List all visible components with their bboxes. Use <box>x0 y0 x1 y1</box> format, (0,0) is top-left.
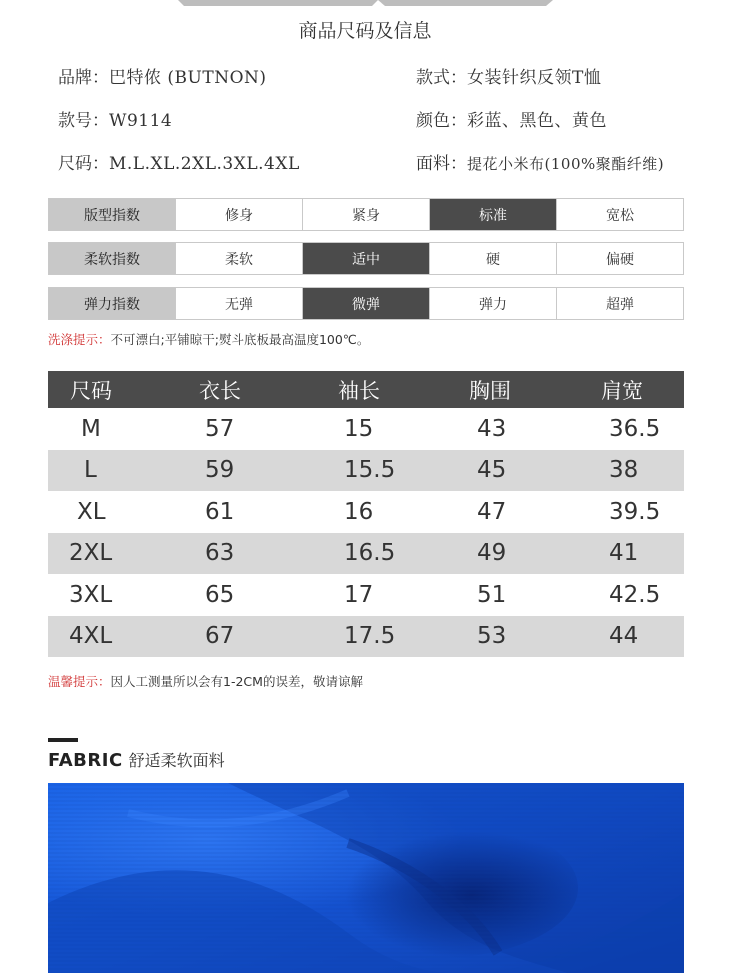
page-title: 商品尺码及信息 <box>298 20 432 42</box>
style-label: 款式： <box>416 68 467 88</box>
brand-label: 品牌： <box>58 68 109 88</box>
fabric-value: 提花小米布(100%聚酯纤维) <box>467 155 665 173</box>
cell-shoulder: 39.5 <box>609 498 661 525</box>
cell-length: 63 <box>205 540 235 567</box>
cell-sleeve: 15 <box>344 415 374 442</box>
table-row <box>48 616 684 658</box>
wash-note-text: 不可漂白;平铺晾干;熨斗底板最高温度100℃。 <box>110 332 370 347</box>
sizes-label: 尺码： <box>58 154 109 174</box>
sizes-value: M.L.XL.2XL.3XL.4XL <box>109 154 300 174</box>
fit-option-selected: 标准 <box>429 199 556 230</box>
color-label: 颜色： <box>416 111 467 131</box>
wash-note-label: 洗涤提示： <box>48 332 111 347</box>
cell-shoulder: 42.5 <box>609 581 661 608</box>
softness-option-selected: 适中 <box>302 243 429 274</box>
cell-sleeve: 17 <box>344 581 374 608</box>
cell-sleeve: 16.5 <box>344 540 396 567</box>
table-row <box>48 491 684 533</box>
warm-note-label: 温馨提示： <box>48 674 111 689</box>
cell-chest: 53 <box>477 623 507 650</box>
softness-option: 偏硬 <box>556 243 683 274</box>
cell-sleeve: 16 <box>344 498 374 525</box>
cell-size: M <box>81 415 101 442</box>
sizes-info <box>58 149 300 174</box>
cell-shoulder: 41 <box>609 540 639 567</box>
cell-length: 57 <box>205 415 235 442</box>
table-row <box>48 533 684 575</box>
model-value: W9114 <box>109 111 173 131</box>
fabric-photo-graphic <box>48 783 684 973</box>
fabric-title-en: FABRIC <box>48 750 123 771</box>
size-table <box>48 371 684 657</box>
softness-option: 硬 <box>429 243 556 274</box>
header-shoulder: 肩宽 <box>601 378 643 403</box>
cell-shoulder: 44 <box>609 623 639 650</box>
fit-option: 紧身 <box>302 199 429 230</box>
fit-option: 宽松 <box>556 199 683 230</box>
cell-chest: 47 <box>477 498 507 525</box>
header-chest: 胸围 <box>469 378 511 403</box>
cell-size: 2XL <box>69 540 113 567</box>
cell-length: 59 <box>205 457 235 484</box>
softness-index-row <box>48 242 684 275</box>
brand-info <box>58 63 267 88</box>
top-bar-left <box>178 0 378 6</box>
elasticity-index-row <box>48 287 684 320</box>
elasticity-option: 无弹 <box>175 288 302 319</box>
cell-shoulder: 36.5 <box>609 415 661 442</box>
fit-index-row <box>48 198 684 231</box>
cell-chest: 51 <box>477 581 507 608</box>
elasticity-option: 超弹 <box>556 288 683 319</box>
fabric-section-title <box>48 748 225 771</box>
softness-option: 柔软 <box>175 243 302 274</box>
fabric-title-zh: 舒适柔软面料 <box>128 751 225 770</box>
header-sleeve: 袖长 <box>338 378 380 403</box>
warm-note-text: 因人工测量所以会有1-2CM的误差，敬请谅解 <box>110 674 363 689</box>
cell-size: XL <box>77 498 106 525</box>
elasticity-option-selected: 微弹 <box>302 288 429 319</box>
cell-chest: 45 <box>477 457 507 484</box>
header-length: 衣长 <box>199 378 241 403</box>
cell-length: 67 <box>205 623 235 650</box>
top-bar-right <box>378 0 553 6</box>
cell-chest: 49 <box>477 540 507 567</box>
fabric-label: 面料： <box>416 154 467 174</box>
elasticity-option: 弹力 <box>429 288 556 319</box>
cell-shoulder: 38 <box>609 457 639 484</box>
cell-sleeve: 17.5 <box>344 623 396 650</box>
color-value: 彩蓝、黑色、黄色 <box>467 111 607 131</box>
model-info <box>58 106 172 131</box>
warm-note <box>48 672 363 690</box>
fit-index-label: 版型指数 <box>49 199 175 230</box>
cell-size: 4XL <box>69 623 113 650</box>
elasticity-index-label: 弹力指数 <box>49 288 175 319</box>
cell-size: 3XL <box>69 581 113 608</box>
cell-length: 61 <box>205 498 235 525</box>
header-size: 尺码 <box>70 378 112 403</box>
softness-index-label: 柔软指数 <box>49 243 175 274</box>
wash-note <box>48 330 369 348</box>
cell-length: 65 <box>205 581 235 608</box>
table-row <box>48 450 684 492</box>
fabric-info <box>416 149 664 174</box>
style-info <box>416 63 601 88</box>
top-decoration <box>0 0 730 8</box>
fit-option: 修身 <box>175 199 302 230</box>
brand-value: 巴特侬 (BUTNON) <box>109 68 267 88</box>
color-info <box>416 106 607 131</box>
cell-chest: 43 <box>477 415 507 442</box>
style-value: 女装针织反领T恤 <box>467 68 602 88</box>
table-row <box>48 408 684 450</box>
cell-size: L <box>84 457 97 484</box>
size-table-header <box>48 371 684 408</box>
fabric-photo <box>48 783 684 973</box>
fabric-title-rule <box>48 738 78 742</box>
model-label: 款号： <box>58 111 109 131</box>
cell-sleeve: 15.5 <box>344 457 396 484</box>
table-row <box>48 574 684 616</box>
